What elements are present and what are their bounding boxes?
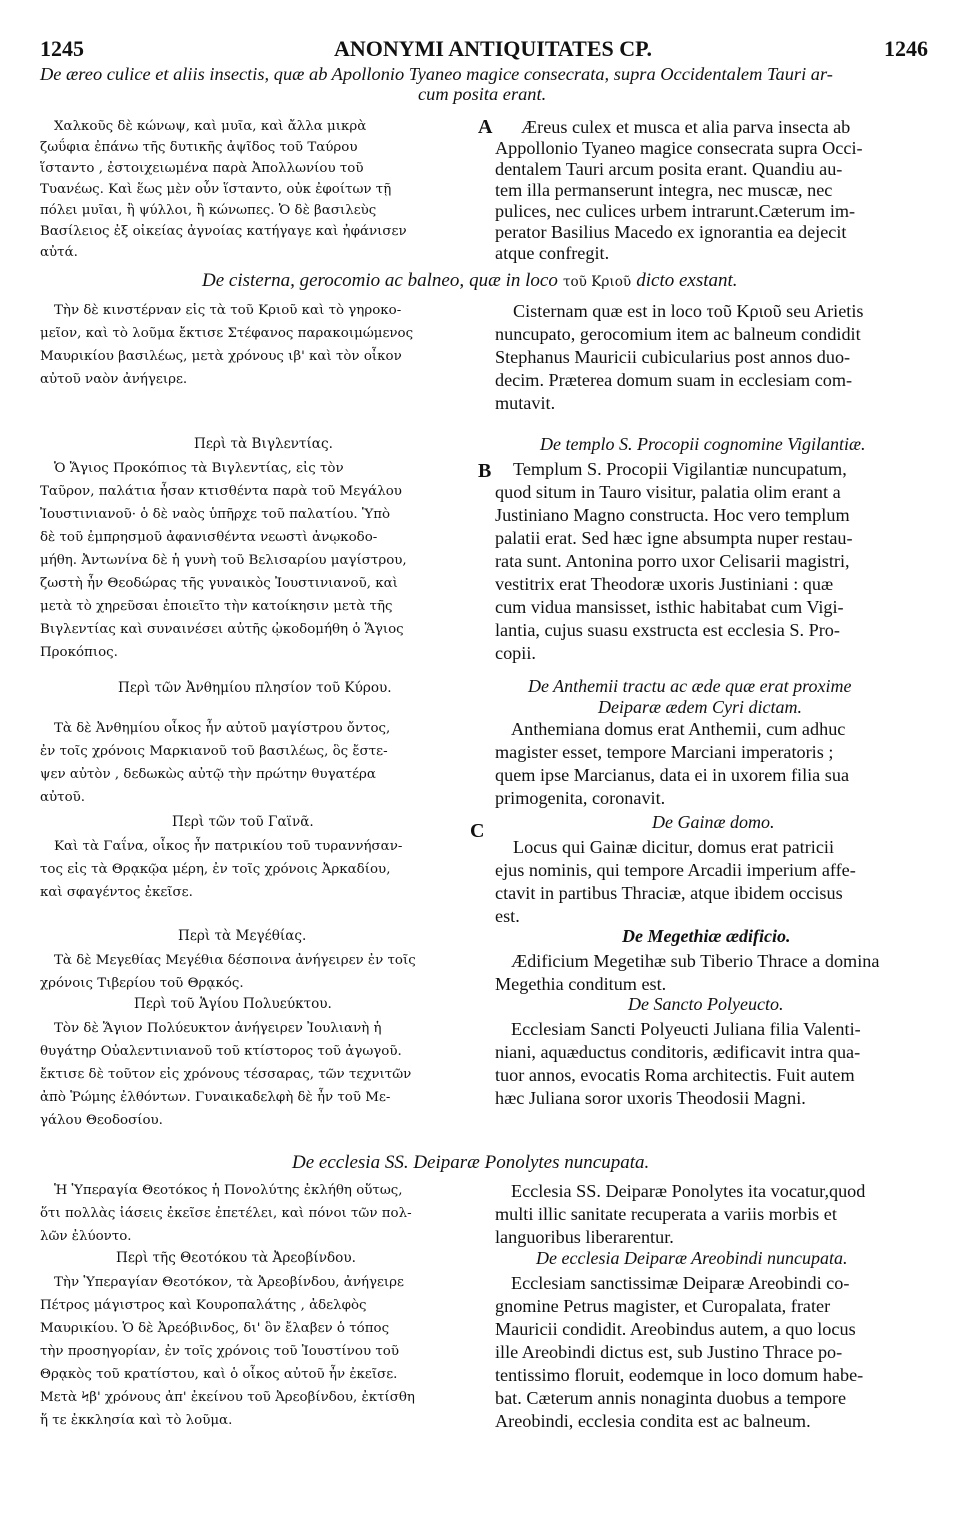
running-title: ANONYMI ANTIQUITATES CP. — [334, 36, 653, 61]
greek-heading-anthemius: Περὶ τῶν Ἀνθημίου πλησίον τοῦ Κύρου. — [118, 680, 392, 696]
text-line: Θρᾳκὸς τοῦ κρατίστου, καὶ ὁ οἶκος αὐτοῦ ἦν ἐκεῖσε. — [40, 1367, 398, 1382]
text-line: Ecclesiam sanctissimæ Deiparæ Areobindi co- — [511, 1273, 850, 1293]
text-line: Stephanus Mauricii cubicularius post annos duo- — [495, 347, 851, 367]
text-line: tentissimo floruit, eodemque in loco domum habe- — [495, 1365, 864, 1385]
greek-heading-areobindus: Περὶ τῆς Θεοτόκου τὰ Ἀρεοβίνδου. — [116, 1250, 356, 1266]
text-line: Μαυρικίου βασιλέως, μετὰ χρόνους ιβ' καὶ τὸν οἶκον — [40, 349, 402, 364]
text-line: Τὰ δὲ Ἀνθημίου οἶκος ἦν αὐτοῦ μαγίστρου ὄντος, — [54, 721, 391, 736]
text-line: decim. Præterea domum suam in ecclesiam com- — [495, 370, 853, 390]
text-line: καὶ σφαγέντος ἐκεῖσε. — [40, 885, 193, 900]
text-line: Mauricii condidit. Areobindus autem, a quo locus — [495, 1319, 856, 1339]
latin-heading-megethia: De Megethiæ ædificio. — [622, 926, 791, 946]
text-line: Τὸν δὲ Ἅγιον Πολύευκτον ἀνήγειρεν Ἰουλιανὴ ἡ — [54, 1021, 382, 1036]
text-line: Æreus culex et musca et alia parva insecta ab — [521, 117, 851, 137]
heading-part: τοῦ Κριοῦ — [562, 274, 632, 290]
text-line: ἥ τε ἐκκλησία καὶ τὸ λοῦμα. — [40, 1413, 233, 1428]
text-line: mutavit. — [495, 393, 556, 413]
greek-heading-vigilantia: Περὶ τὰ Βιγλεντίας. — [194, 436, 333, 452]
text-line: ctavit in partibus Thraciæ, atque ibidem occisus — [495, 883, 843, 903]
text-line: Appollonio Tyaneo magice consecrata supra Occi- — [495, 138, 863, 158]
text-line: palatii erat. Sed hæc igne absumpta nuper restau- — [495, 528, 853, 548]
text-line: est. — [495, 906, 520, 926]
text-line: Justiniano Magno constructa. Hoc vero templum — [495, 505, 850, 525]
text-line: Χαλκοῦς δὲ κώνωψ, καὶ μυῖα, καὶ ἄλλα μικρὰ — [54, 119, 367, 134]
text-line: λῶν ἐλύοντο. — [40, 1229, 132, 1244]
text-line: ζωΰφια ἐπάνω τῆς δυτικῆς ἀψῖδος τοῦ Ταύρου — [40, 140, 358, 155]
text-line: copii. — [495, 643, 536, 663]
text-line: ἵσταντο , ἐστοιχειωμένα παρὰ Ἀπολλωνίου τοῦ — [40, 161, 364, 176]
text-line: μήθη. Ἀντωνίνα δὲ ἡ γυνὴ τοῦ Βελισαρίου μαγίστρου, — [40, 553, 407, 568]
text-line: μετὰ τὸ χηρεῦσαι ἐποιεῖτο τὴν κατοίκησιν μετὰ τῆς — [40, 599, 393, 614]
text-line: Cisternam quæ est in loco τοῦ Κριοῦ seu Arietis — [513, 301, 864, 321]
text-line: nuncupato, gerocomium item ac balneum condidit — [495, 324, 861, 344]
heading-part: De cisterna, gerocomio ac balneo, — [202, 270, 465, 291]
text-line: quem ipse Marcianus, data ei in uxorem filia sua — [495, 765, 850, 785]
text-line: atque confregit. — [495, 243, 610, 263]
text-line: Ταῦρον, παλάτια ἦσαν κτισθέντα παρὰ τοῦ Μεγάλου — [40, 484, 402, 499]
text-line: Ἡ Ὑπεραγία Θεοτόκος ἡ Πονολύτης ἐκλήθη οὕτως, — [54, 1183, 403, 1198]
text-line: Templum S. Procopii Vigilantiæ nuncupatum, — [513, 459, 847, 479]
column-number-right: 1246 — [884, 36, 928, 61]
text-line: cum vidua mansisset, isthic habitabat cum Vigi- — [495, 597, 844, 617]
text-line: multi illic sanitate recuperata a variis morbis et — [495, 1204, 837, 1224]
text-line: ἀπὸ Ῥώμης ἐλθόντων. Γυναικαδελφὴ δὲ ἦν τοῦ Με- — [40, 1090, 391, 1105]
text-line: ἔκτισε δὲ τοῦτον εἰς χρόνους τέσσαρας, τῶν τεχνιτῶν — [40, 1067, 412, 1082]
text-line: Βασίλειος ἐξ οἰκείας ἀγνοίας κατήγαγε καὶ ἠφάνισεν — [40, 224, 407, 239]
greek-heading-gaina: Περὶ τῶν τοῦ Γαϊνᾶ. — [172, 814, 314, 830]
text-line: ζωστὴ ἦν Θεοδώρας τῆς γυναικὸς Ἰουστινιανοῦ, καὶ — [40, 576, 398, 591]
latin-heading-anthemius-2: Deiparæ ædem Cyri dictam. — [598, 697, 802, 717]
text-line: ὅτι πολλὰς ἰάσεις ἐκεῖσε ἐπετέλει, καὶ πόνοι τῶν πολ- — [40, 1206, 412, 1221]
text-line: Ecclesia SS. Deiparæ Ponolytes ita vocatur,quod — [511, 1181, 866, 1201]
text-line: hæc Juliana soror uxoris Theodosii Magni. — [495, 1088, 806, 1108]
text-line: gnomine Petrus magister, et Curopalata, frater — [495, 1296, 831, 1316]
text-line: Ἰουστινιανοῦ· ὁ δὲ ναὸς ὑπῆρχε τοῦ παλατίου. Ὑπὸ — [40, 507, 391, 522]
text-line: perator Basilius Macedo ex ignorantia ea dejecit — [495, 222, 847, 242]
latin-heading-anthemius-1: De Anthemii tractu ac æde quæ erat proxime — [528, 676, 852, 696]
greek-heading-polyeuctus: Περὶ τοῦ Ἁγίου Πολυεύκτου. — [134, 996, 332, 1012]
text-line: ἐν τοῖς χρόνοις Μαρκιανοῦ τοῦ βασιλέως, ὃς ἔστε- — [40, 744, 388, 759]
text-line: Megethia conditum est. — [495, 974, 667, 994]
latin-heading-areobindus: De ecclesia Deiparæ Areobindi nuncupata. — [536, 1248, 848, 1268]
chapter-subtitle-line-1: De æreo culice et aliis insectis, quæ ab Apollonio Tyaneo magice consecrata, supra Occidentalem Tauri ar- — [40, 64, 833, 84]
text-line: πόλει μυῖαι, ἢ ψύλλοι, ἢ κώνωπες. Ὁ δὲ βασιλεὺς — [40, 203, 377, 218]
text-line: Τὰ δὲ Μεγεθίας Μεγέθια δέσποινα ἀνήγειρεν ἐν τοῖς — [54, 953, 416, 968]
text-line: languoribus liberarentur. — [495, 1227, 674, 1247]
section-heading-cisterna — [202, 270, 738, 292]
text-line: pulices, nec culices urbem intrarunt.Cæterum im- — [495, 201, 856, 221]
text-line: Μετὰ Ϟβ' χρόνους ἀπ' ἐκείνου τοῦ Ἀρεοβίνδου, ἐκτίσθη — [40, 1390, 415, 1405]
text-line: vestitrix erat Theodoræ uxoris Justiniani : quæ — [495, 574, 834, 594]
text-line: Τὴν Ὑπεραγίαν Θεοτόκον, τὰ Ἀρεοβίνδου, ἀνήγειρε — [54, 1275, 404, 1290]
text-line: χρόνοις Τιβερίου τοῦ Θρᾳκός. — [40, 976, 244, 991]
text-line: magister esset, tempore Marciani imperatoris ; — [495, 742, 834, 762]
margin-marker-b: B — [478, 460, 492, 482]
text-line: tuor annos, evocatis Roma architectis. Fuit autem — [495, 1065, 855, 1085]
text-line: αὐτοῦ ναὸν ἀνήγειρε. — [40, 372, 188, 387]
text-line: lantia, cujus suasu exstructa est ecclesia S. Pro- — [495, 620, 840, 640]
text-line: Προκόπιος. — [40, 645, 118, 660]
latin-heading-polyeuctus: De Sancto Polyeucto. — [628, 994, 784, 1014]
text-line: Πέτρος μάγιστρος καὶ Κουροπαλάτης , ἀδελφὸς — [40, 1298, 367, 1313]
greek-heading-megethia: Περὶ τὰ Μεγέθίας. — [178, 928, 307, 944]
text-line: Καὶ τὰ Γαΐνα, οἶκος ἦν πατρικίου τοῦ τυραννήσαν- — [54, 839, 403, 854]
text-line: Βιγλεντίας καὶ συναινέσει αὐτῆς ᾠκοδομήθη ὁ Ἅγιος — [40, 622, 404, 637]
text-line: tem illa permanserunt integra, nec muscæ, nec — [495, 180, 833, 200]
text-line: ille Areobindi dictus est, sub Justino Thrace po- — [495, 1342, 843, 1362]
text-line: αὐτοῦ. — [40, 790, 86, 805]
text-line: τος εἰς τὰ Θρᾳκῷα μέρη, ἐν τοῖς χρόνοις Ἀρκαδίου, — [40, 862, 391, 877]
text-line: quod situm in Tauro visitur, palatia olim erant a — [495, 482, 841, 502]
text-line: τὴν προσηγορίαν, ἐν τοῖς χρόνοις τοῦ Ἰουστίνου τοῦ — [40, 1344, 399, 1359]
text-line: γάλου Θεοδοσίου. — [40, 1113, 163, 1128]
chapter-subtitle-line-2: cum posita erant. — [418, 84, 547, 104]
text-line: dentalem Tauri arcum posita erant. Quandiu au- — [495, 159, 843, 179]
heading-part: quæ in loco — [469, 270, 558, 291]
text-line: Areobindi, ecclesia condita est ac balneum. — [495, 1411, 811, 1431]
text-line: bat. Cæterum annis nonaginta duobus a tempore — [495, 1388, 847, 1408]
text-line: θυγάτηρ Οὐαλεντινιανοῦ τοῦ κτίστορος τοῦ ἀγωγοῦ. — [40, 1044, 402, 1059]
text-line: αὐτά. — [40, 245, 78, 260]
text-line: Ὁ Ἅγιος Προκόπιος τὰ Βιγλεντίας, εἰς τὸν — [54, 461, 344, 476]
text-line: rata sunt. Antonina porro uxor Celisarii magistri, — [495, 551, 850, 571]
text-line: primogenita, coronavit. — [495, 788, 666, 808]
text-line: ejus nominis, qui tempore Arcadii imperium affe- — [495, 860, 856, 880]
text-line: μεῖον, καὶ τὸ λοῦμα ἔκτισε Στέφανος παρακοιμώμενος — [40, 326, 414, 341]
text-line: Τὴν δὲ κινστέρναν εἰς τὰ τοῦ Κριοῦ καὶ τὸ γηροκο- — [54, 303, 402, 318]
section-heading-ponolytes: De ecclesia SS. Deiparæ Ponolytes nuncupata. — [292, 1152, 650, 1173]
text-line: Ædificium Megetihæ sub Tiberio Thrace a domina — [511, 951, 880, 971]
margin-marker-c: C — [470, 820, 485, 842]
heading-part: dicto exstant. — [636, 270, 738, 291]
latin-heading-vigilantia: De templo S. Procopii cognomine Vigilantiæ. — [540, 434, 866, 454]
text-line: Ecclesiam Sancti Polyeucti Juliana filia Valenti- — [511, 1019, 861, 1039]
text-line: Locus qui Gainæ dicitur, domus erat patricii — [513, 837, 835, 857]
text-line: Τυανέως. Καὶ ἕως μὲν οὖν ἵσταντο, οὐκ ἐφοίτων τῇ — [40, 182, 392, 197]
text-line: niani, aquæductus conditoris, ædificavit intra qua- — [495, 1042, 861, 1062]
column-number-left: 1245 — [40, 36, 84, 61]
text-line: Μαυρικίου. Ὁ δὲ Ἀρεόβινδος, δι' ὃν ἔλαβεν ὁ τόπος — [40, 1321, 390, 1336]
latin-heading-gaina: De Gainæ domo. — [652, 812, 775, 832]
text-line: δὲ τοῦ ἐμπρησμοῦ ἀφανισθέντα νεωστὶ ἀνῳκοδο- — [40, 530, 378, 545]
text-line: ψεν αὐτὸν , δεδωκὼς αὐτῷ τὴν πρώτην θυγατέρα — [40, 767, 376, 782]
margin-marker-a: A — [478, 116, 493, 138]
text-line: Anthemiana domus erat Anthemii, cum adhuc — [511, 719, 846, 739]
